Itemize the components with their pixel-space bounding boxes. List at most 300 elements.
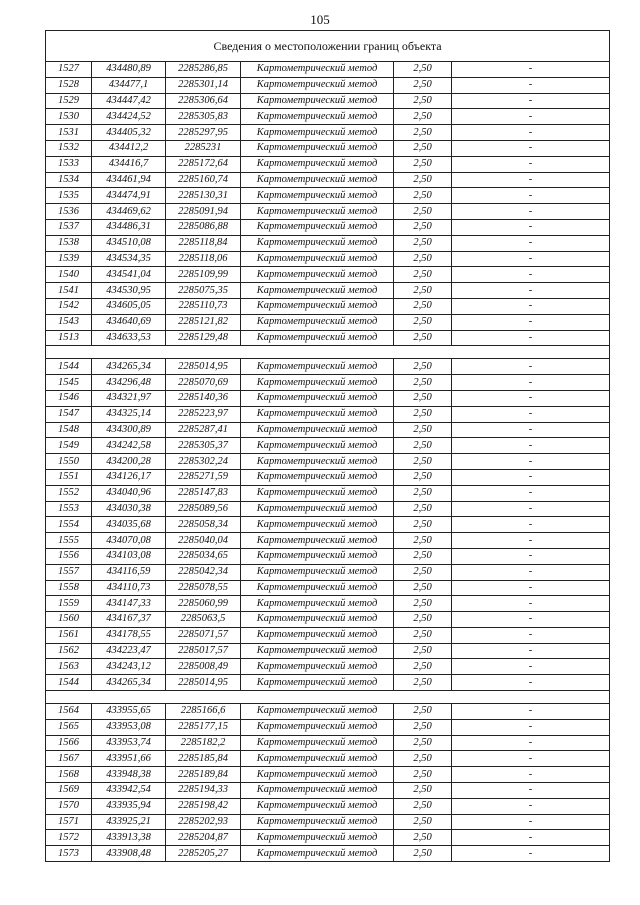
cell-accuracy: 2,50: [394, 580, 452, 596]
cell-description: -: [452, 251, 610, 267]
cell-description: -: [452, 627, 610, 643]
cell-point-number: 1566: [46, 735, 92, 751]
cell-description: -: [452, 172, 610, 188]
table-row: [46, 846, 610, 862]
table-row: [46, 767, 610, 783]
cell-coord-x: 434300,89: [92, 422, 166, 438]
cell-coord-x: 434469,62: [92, 204, 166, 220]
cell-method: Картометрический метод: [241, 783, 394, 799]
table-row: [46, 675, 610, 691]
cell-point-number: 1544: [46, 359, 92, 375]
cell-description: -: [452, 267, 610, 283]
cell-coord-x: 434325,14: [92, 406, 166, 422]
cell-coord-y: 2285271,59: [166, 469, 241, 485]
cell-accuracy: 2,50: [394, 517, 452, 533]
cell-point-number: 1565: [46, 719, 92, 735]
cell-description: -: [452, 485, 610, 501]
cell-coord-x: 434605,05: [92, 298, 166, 314]
cell-accuracy: 2,50: [394, 783, 452, 799]
boundary-table: [45, 30, 610, 862]
table-row: [46, 596, 610, 612]
cell-accuracy: 2,50: [394, 627, 452, 643]
cell-accuracy: 2,50: [394, 283, 452, 299]
cell-coord-y: 2285166,6: [166, 704, 241, 720]
cell-description: -: [452, 375, 610, 391]
cell-description: -: [452, 390, 610, 406]
cell-coord-x: 434242,58: [92, 438, 166, 454]
cell-description: -: [452, 283, 610, 299]
cell-coord-y: 2285204,87: [166, 830, 241, 846]
cell-coord-y: 2285297,95: [166, 125, 241, 141]
cell-coord-x: 434474,91: [92, 188, 166, 204]
cell-method: Картометрический метод: [241, 767, 394, 783]
table-row: [46, 93, 610, 109]
cell-method: Картометрический метод: [241, 219, 394, 235]
cell-point-number: 1556: [46, 548, 92, 564]
cell-description: -: [452, 659, 610, 675]
cell-accuracy: 2,50: [394, 454, 452, 470]
table-row: [46, 643, 610, 659]
cell-coord-y: 2285287,41: [166, 422, 241, 438]
table-row: [46, 751, 610, 767]
cell-method: Картометрический метод: [241, 735, 394, 751]
cell-method: Картометрический метод: [241, 814, 394, 830]
cell-accuracy: 2,50: [394, 659, 452, 675]
table-row: [46, 564, 610, 580]
cell-coord-x: 434178,55: [92, 627, 166, 643]
cell-coord-y: 2285129,48: [166, 330, 241, 346]
cell-coord-y: 2285060,99: [166, 596, 241, 612]
cell-point-number: 1568: [46, 767, 92, 783]
table-row: [46, 109, 610, 125]
cell-method: Картометрический метод: [241, 251, 394, 267]
cell-method: Картометрический метод: [241, 109, 394, 125]
cell-point-number: 1545: [46, 375, 92, 391]
cell-coord-x: 433925,21: [92, 814, 166, 830]
cell-point-number: 1561: [46, 627, 92, 643]
table-row: [46, 359, 610, 375]
cell-accuracy: 2,50: [394, 438, 452, 454]
cell-point-number: 1552: [46, 485, 92, 501]
cell-point-number: 1559: [46, 596, 92, 612]
cell-coord-x: 434461,94: [92, 172, 166, 188]
cell-accuracy: 2,50: [394, 735, 452, 751]
cell-point-number: 1540: [46, 267, 92, 283]
cell-coord-x: 434265,34: [92, 359, 166, 375]
cell-point-number: 1555: [46, 533, 92, 549]
cell-coord-y: 2285205,27: [166, 846, 241, 862]
cell-coord-x: 434103,08: [92, 548, 166, 564]
cell-description: -: [452, 188, 610, 204]
group-separator: [46, 346, 610, 359]
cell-description: -: [452, 814, 610, 830]
table-row: [46, 814, 610, 830]
cell-accuracy: 2,50: [394, 406, 452, 422]
cell-coord-y: 2285078,55: [166, 580, 241, 596]
cell-point-number: 1570: [46, 798, 92, 814]
cell-method: Картометрический метод: [241, 125, 394, 141]
cell-method: Картометрический метод: [241, 627, 394, 643]
cell-description: -: [452, 235, 610, 251]
cell-point-number: 1558: [46, 580, 92, 596]
cell-accuracy: 2,50: [394, 235, 452, 251]
cell-coord-y: 2285014,95: [166, 675, 241, 691]
cell-coord-x: 434035,68: [92, 517, 166, 533]
cell-method: Картометрический метод: [241, 564, 394, 580]
cell-coord-x: 434640,69: [92, 314, 166, 330]
cell-coord-x: 434167,37: [92, 612, 166, 628]
cell-description: -: [452, 830, 610, 846]
table-row: [46, 330, 610, 346]
cell-coord-x: 434510,08: [92, 235, 166, 251]
cell-point-number: 1531: [46, 125, 92, 141]
cell-coord-y: 2285160,74: [166, 172, 241, 188]
cell-coord-y: 2285063,5: [166, 612, 241, 628]
cell-coord-y: 2285185,84: [166, 751, 241, 767]
table-row: [46, 704, 610, 720]
table-row: [46, 62, 610, 78]
cell-coord-x: 433953,74: [92, 735, 166, 751]
cell-coord-y: 2285202,93: [166, 814, 241, 830]
cell-description: -: [452, 62, 610, 78]
cell-method: Картометрический метод: [241, 675, 394, 691]
cell-coord-x: 434405,32: [92, 125, 166, 141]
cell-method: Картометрический метод: [241, 140, 394, 156]
cell-coord-x: 434070,08: [92, 533, 166, 549]
cell-point-number: 1567: [46, 751, 92, 767]
cell-method: Картометрический метод: [241, 235, 394, 251]
cell-accuracy: 2,50: [394, 251, 452, 267]
cell-point-number: 1541: [46, 283, 92, 299]
cell-point-number: 1549: [46, 438, 92, 454]
table-row: [46, 390, 610, 406]
cell-method: Картометрический метод: [241, 62, 394, 78]
cell-description: -: [452, 517, 610, 533]
cell-accuracy: 2,50: [394, 564, 452, 580]
cell-description: -: [452, 675, 610, 691]
cell-coord-x: 434534,35: [92, 251, 166, 267]
cell-point-number: 1569: [46, 783, 92, 799]
cell-description: -: [452, 438, 610, 454]
cell-point-number: 1571: [46, 814, 92, 830]
cell-coord-x: 434147,33: [92, 596, 166, 612]
cell-description: -: [452, 77, 610, 93]
cell-coord-x: 434541,04: [92, 267, 166, 283]
cell-description: -: [452, 612, 610, 628]
cell-accuracy: 2,50: [394, 830, 452, 846]
cell-accuracy: 2,50: [394, 422, 452, 438]
cell-coord-x: 434243,12: [92, 659, 166, 675]
cell-method: Картометрический метод: [241, 314, 394, 330]
cell-description: -: [452, 156, 610, 172]
table-row: [46, 735, 610, 751]
cell-coord-y: 2285286,85: [166, 62, 241, 78]
cell-description: -: [452, 204, 610, 220]
cell-description: -: [452, 704, 610, 720]
cell-coord-y: 2285089,56: [166, 501, 241, 517]
cell-coord-x: 434416,7: [92, 156, 166, 172]
cell-method: Картометрический метод: [241, 438, 394, 454]
cell-accuracy: 2,50: [394, 140, 452, 156]
cell-accuracy: 2,50: [394, 533, 452, 549]
cell-description: -: [452, 798, 610, 814]
cell-coord-x: 434447,42: [92, 93, 166, 109]
cell-accuracy: 2,50: [394, 330, 452, 346]
cell-point-number: 1529: [46, 93, 92, 109]
cell-point-number: 1550: [46, 454, 92, 470]
cell-accuracy: 2,50: [394, 267, 452, 283]
cell-point-number: 1535: [46, 188, 92, 204]
cell-accuracy: 2,50: [394, 719, 452, 735]
cell-description: -: [452, 501, 610, 517]
cell-point-number: 1527: [46, 62, 92, 78]
cell-accuracy: 2,50: [394, 846, 452, 862]
cell-coord-y: 2285130,31: [166, 188, 241, 204]
table-row: [46, 406, 610, 422]
cell-coord-y: 2285034,65: [166, 548, 241, 564]
cell-coord-x: 434116,59: [92, 564, 166, 580]
table-row: [46, 783, 610, 799]
cell-point-number: 1563: [46, 659, 92, 675]
table-row: [46, 548, 610, 564]
cell-coord-y: 2285302,24: [166, 454, 241, 470]
cell-method: Картометрический метод: [241, 469, 394, 485]
cell-method: Картометрический метод: [241, 830, 394, 846]
cell-description: -: [452, 564, 610, 580]
table-row: [46, 283, 610, 299]
cell-coord-y: 2285223,97: [166, 406, 241, 422]
cell-coord-y: 2285194,33: [166, 783, 241, 799]
cell-coord-y: 2285121,82: [166, 314, 241, 330]
cell-coord-x: 433955,65: [92, 704, 166, 720]
cell-point-number: 1554: [46, 517, 92, 533]
cell-accuracy: 2,50: [394, 596, 452, 612]
cell-coord-x: 434030,38: [92, 501, 166, 517]
cell-description: -: [452, 140, 610, 156]
cell-description: -: [452, 643, 610, 659]
cell-description: -: [452, 454, 610, 470]
cell-method: Картометрический метод: [241, 533, 394, 549]
cell-coord-x: 434321,97: [92, 390, 166, 406]
cell-coord-y: 2285040,04: [166, 533, 241, 549]
table-row: [46, 125, 610, 141]
cell-coord-y: 2285071,57: [166, 627, 241, 643]
cell-description: -: [452, 846, 610, 862]
table-row: [46, 830, 610, 846]
cell-method: Картометрический метод: [241, 719, 394, 735]
cell-accuracy: 2,50: [394, 675, 452, 691]
table-title-row: [46, 31, 610, 62]
cell-coord-y: 2285198,42: [166, 798, 241, 814]
cell-method: Картометрический метод: [241, 204, 394, 220]
cell-coord-y: 2285189,84: [166, 767, 241, 783]
cell-coord-y: 2285091,94: [166, 204, 241, 220]
cell-point-number: 1553: [46, 501, 92, 517]
cell-description: -: [452, 109, 610, 125]
cell-coord-y: 2285306,64: [166, 93, 241, 109]
cell-point-number: 1513: [46, 330, 92, 346]
boundary-table-container: [45, 30, 609, 862]
table-row: [46, 627, 610, 643]
cell-method: Картометрический метод: [241, 330, 394, 346]
cell-coord-y: 2285305,83: [166, 109, 241, 125]
cell-coord-x: 434200,28: [92, 454, 166, 470]
cell-coord-y: 2285086,88: [166, 219, 241, 235]
cell-method: Картометрический метод: [241, 659, 394, 675]
cell-description: -: [452, 330, 610, 346]
table-row: [46, 219, 610, 235]
group-separator-cell: [46, 346, 610, 359]
cell-coord-x: 433942,54: [92, 783, 166, 799]
cell-coord-y: 2285109,99: [166, 267, 241, 283]
cell-description: -: [452, 783, 610, 799]
table-row: [46, 375, 610, 391]
cell-method: Картометрический метод: [241, 751, 394, 767]
cell-method: Картометрический метод: [241, 390, 394, 406]
cell-accuracy: 2,50: [394, 188, 452, 204]
cell-method: Картометрический метод: [241, 93, 394, 109]
cell-coord-y: 2285147,83: [166, 485, 241, 501]
cell-method: Картометрический метод: [241, 612, 394, 628]
cell-coord-x: 434530,95: [92, 283, 166, 299]
table-row: [46, 469, 610, 485]
cell-point-number: 1537: [46, 219, 92, 235]
cell-description: -: [452, 580, 610, 596]
cell-point-number: 1530: [46, 109, 92, 125]
table-row: [46, 719, 610, 735]
cell-description: -: [452, 469, 610, 485]
cell-description: -: [452, 298, 610, 314]
group-separator: [46, 691, 610, 704]
cell-accuracy: 2,50: [394, 704, 452, 720]
cell-coord-y: 2285075,35: [166, 283, 241, 299]
cell-point-number: 1572: [46, 830, 92, 846]
cell-method: Картометрический метод: [241, 580, 394, 596]
table-row: [46, 612, 610, 628]
cell-accuracy: 2,50: [394, 485, 452, 501]
cell-point-number: 1562: [46, 643, 92, 659]
cell-accuracy: 2,50: [394, 798, 452, 814]
cell-description: -: [452, 125, 610, 141]
table-row: [46, 659, 610, 675]
cell-coord-y: 2285014,95: [166, 359, 241, 375]
cell-point-number: 1544: [46, 675, 92, 691]
cell-point-number: 1528: [46, 77, 92, 93]
table-row: [46, 251, 610, 267]
cell-method: Картометрический метод: [241, 596, 394, 612]
cell-coord-x: 434265,34: [92, 675, 166, 691]
cell-accuracy: 2,50: [394, 751, 452, 767]
table-row: [46, 267, 610, 283]
cell-point-number: 1543: [46, 314, 92, 330]
cell-point-number: 1547: [46, 406, 92, 422]
cell-method: Картометрический метод: [241, 704, 394, 720]
table-row: [46, 235, 610, 251]
table-row: [46, 422, 610, 438]
cell-description: -: [452, 314, 610, 330]
cell-method: Картометрический метод: [241, 406, 394, 422]
table-row: [46, 580, 610, 596]
table-title: Сведения о местоположении границ объекта: [46, 31, 610, 62]
cell-coord-y: 2285058,34: [166, 517, 241, 533]
cell-accuracy: 2,50: [394, 109, 452, 125]
cell-coord-x: 433951,66: [92, 751, 166, 767]
table-row: [46, 188, 610, 204]
cell-method: Картометрический метод: [241, 298, 394, 314]
cell-coord-y: 2285042,34: [166, 564, 241, 580]
cell-coord-y: 2285110,73: [166, 298, 241, 314]
cell-point-number: 1538: [46, 235, 92, 251]
cell-description: -: [452, 596, 610, 612]
cell-point-number: 1533: [46, 156, 92, 172]
cell-coord-x: 434040,96: [92, 485, 166, 501]
cell-point-number: 1557: [46, 564, 92, 580]
cell-accuracy: 2,50: [394, 219, 452, 235]
cell-coord-y: 2285140,36: [166, 390, 241, 406]
cell-point-number: 1548: [46, 422, 92, 438]
cell-description: -: [452, 767, 610, 783]
table-row: [46, 314, 610, 330]
cell-method: Картометрический метод: [241, 77, 394, 93]
cell-description: -: [452, 719, 610, 735]
cell-point-number: 1536: [46, 204, 92, 220]
cell-method: Картометрический метод: [241, 501, 394, 517]
boundary-table-body: [46, 31, 610, 862]
cell-coord-y: 2285070,69: [166, 375, 241, 391]
table-row: [46, 172, 610, 188]
cell-coord-y: 2285017,57: [166, 643, 241, 659]
cell-method: Картометрический метод: [241, 359, 394, 375]
cell-method: Картометрический метод: [241, 454, 394, 470]
cell-coord-y: 2285172,64: [166, 156, 241, 172]
cell-coord-x: 433953,08: [92, 719, 166, 735]
cell-accuracy: 2,50: [394, 204, 452, 220]
table-row: [46, 204, 610, 220]
cell-description: -: [452, 219, 610, 235]
cell-description: -: [452, 93, 610, 109]
cell-accuracy: 2,50: [394, 643, 452, 659]
cell-coord-x: 434477,1: [92, 77, 166, 93]
cell-description: -: [452, 751, 610, 767]
cell-coord-x: 434296,48: [92, 375, 166, 391]
cell-coord-x: 433908,48: [92, 846, 166, 862]
table-row: [46, 298, 610, 314]
cell-accuracy: 2,50: [394, 548, 452, 564]
cell-accuracy: 2,50: [394, 156, 452, 172]
cell-method: Картометрический метод: [241, 188, 394, 204]
cell-description: -: [452, 533, 610, 549]
cell-point-number: 1551: [46, 469, 92, 485]
page-number: 105: [310, 12, 330, 27]
cell-method: Картометрический метод: [241, 643, 394, 659]
cell-method: Картометрический метод: [241, 798, 394, 814]
cell-accuracy: 2,50: [394, 77, 452, 93]
cell-description: -: [452, 359, 610, 375]
group-separator-cell: [46, 691, 610, 704]
cell-accuracy: 2,50: [394, 125, 452, 141]
cell-description: -: [452, 735, 610, 751]
table-row: [46, 485, 610, 501]
cell-method: Картометрический метод: [241, 267, 394, 283]
cell-point-number: 1573: [46, 846, 92, 862]
cell-accuracy: 2,50: [394, 359, 452, 375]
cell-coord-y: 2285118,06: [166, 251, 241, 267]
table-row: [46, 798, 610, 814]
cell-accuracy: 2,50: [394, 469, 452, 485]
cell-coord-y: 2285182,2: [166, 735, 241, 751]
cell-description: -: [452, 548, 610, 564]
cell-method: Картометрический метод: [241, 846, 394, 862]
